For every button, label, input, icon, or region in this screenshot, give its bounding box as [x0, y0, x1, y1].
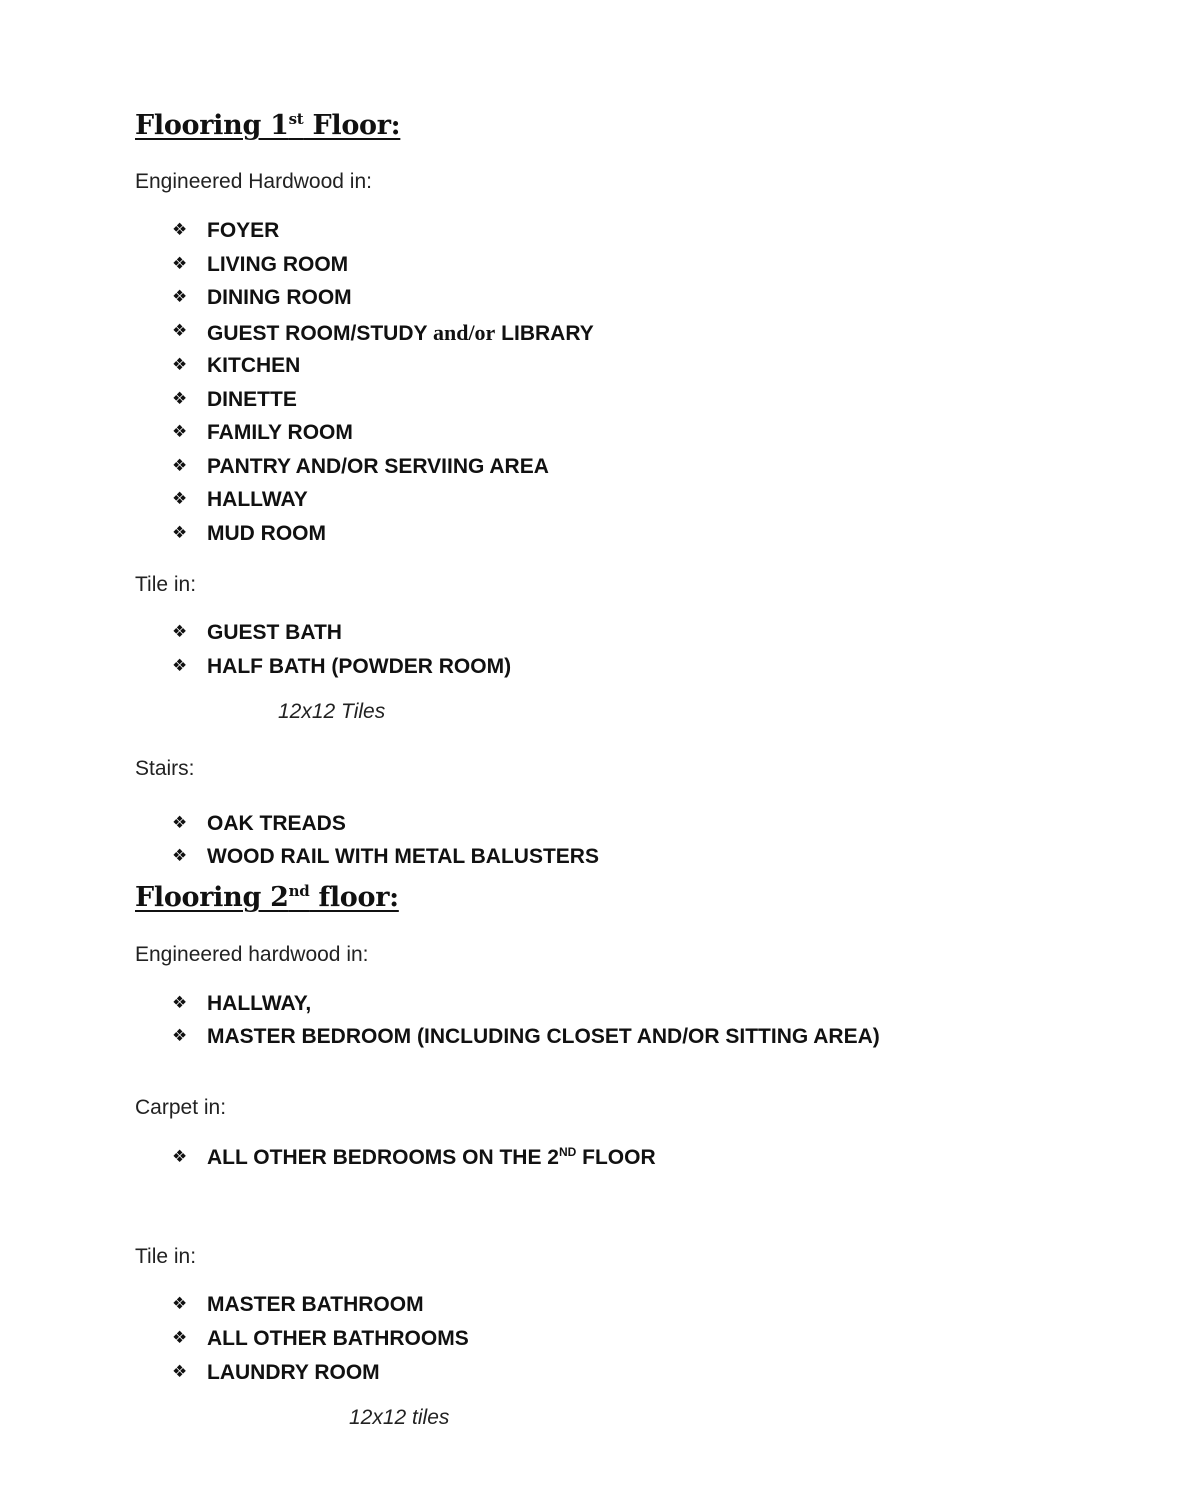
bullet-icon: ❖ — [172, 1294, 188, 1314]
list-item: DINING ROOM — [207, 286, 352, 309]
list-item: GUEST BATH — [207, 621, 342, 644]
list-item: ALL OTHER BATHROOMS — [207, 1327, 469, 1350]
list-item: PANTRY AND/OR SERVIING AREA — [207, 455, 549, 478]
bullet-icon: ❖ — [172, 1147, 188, 1167]
bullet-icon: ❖ — [172, 254, 188, 274]
bullet-icon: ❖ — [172, 1362, 188, 1382]
floor1-stairs-label: Stairs: — [135, 757, 195, 780]
floor1-tile-note: 12x12 Tiles — [278, 700, 386, 723]
list-item: MASTER BATHROOM — [207, 1293, 424, 1316]
list-item: FOYER — [207, 219, 280, 242]
bullet-icon: ❖ — [172, 456, 188, 476]
list-item: HALLWAY — [207, 488, 308, 511]
bullet-icon: ❖ — [172, 523, 188, 543]
floor1-hardwood-label: Engineered Hardwood in: — [135, 170, 372, 193]
floor2-tile-note: 12x12 tiles — [349, 1406, 450, 1429]
bullet-icon: ❖ — [172, 1026, 188, 1046]
floor2-tile-label: Tile in: — [135, 1245, 197, 1268]
bullet-icon: ❖ — [172, 287, 188, 307]
list-item: WOOD RAIL WITH METAL BALUSTERS — [207, 845, 599, 868]
bullet-icon: ❖ — [172, 321, 188, 341]
floor2-heading: Flooring 2nd floor: — [135, 882, 399, 913]
floor1-heading: Flooring 1st Floor: — [135, 110, 401, 141]
bullet-icon: ❖ — [172, 1328, 188, 1348]
list-item: KITCHEN — [207, 354, 301, 377]
list-item: HALF BATH (POWDER ROOM) — [207, 655, 512, 678]
list-item: LIVING ROOM — [207, 253, 349, 276]
list-item: GUEST ROOM/STUDY and/or LIBRARY — [207, 320, 594, 345]
bullet-icon: ❖ — [172, 846, 188, 866]
bullet-icon: ❖ — [172, 489, 188, 509]
bullet-icon: ❖ — [172, 622, 188, 642]
bullet-icon: ❖ — [172, 389, 188, 409]
bullet-icon: ❖ — [172, 993, 188, 1013]
bullet-icon: ❖ — [172, 220, 188, 240]
list-item: DINETTE — [207, 388, 297, 411]
bullet-icon: ❖ — [172, 422, 188, 442]
floor1-tile-label: Tile in: — [135, 573, 197, 596]
list-item: ALL OTHER BEDROOMS ON THE 2ND FLOOR — [207, 1145, 656, 1169]
list-item: OAK TREADS — [207, 812, 346, 835]
bullet-icon: ❖ — [172, 656, 188, 676]
floor2-hardwood-label: Engineered hardwood in: — [135, 943, 369, 966]
bullet-icon: ❖ — [172, 813, 188, 833]
list-item: MUD ROOM — [207, 522, 326, 545]
floor2-carpet-label: Carpet in: — [135, 1096, 227, 1119]
list-item: HALLWAY, — [207, 992, 312, 1015]
list-item: LAUNDRY ROOM — [207, 1361, 380, 1384]
bullet-icon: ❖ — [172, 355, 188, 375]
list-item: MASTER BEDROOM (INCLUDING CLOSET AND/OR SITTING AREA) — [207, 1025, 880, 1048]
list-item: FAMILY ROOM — [207, 421, 353, 444]
